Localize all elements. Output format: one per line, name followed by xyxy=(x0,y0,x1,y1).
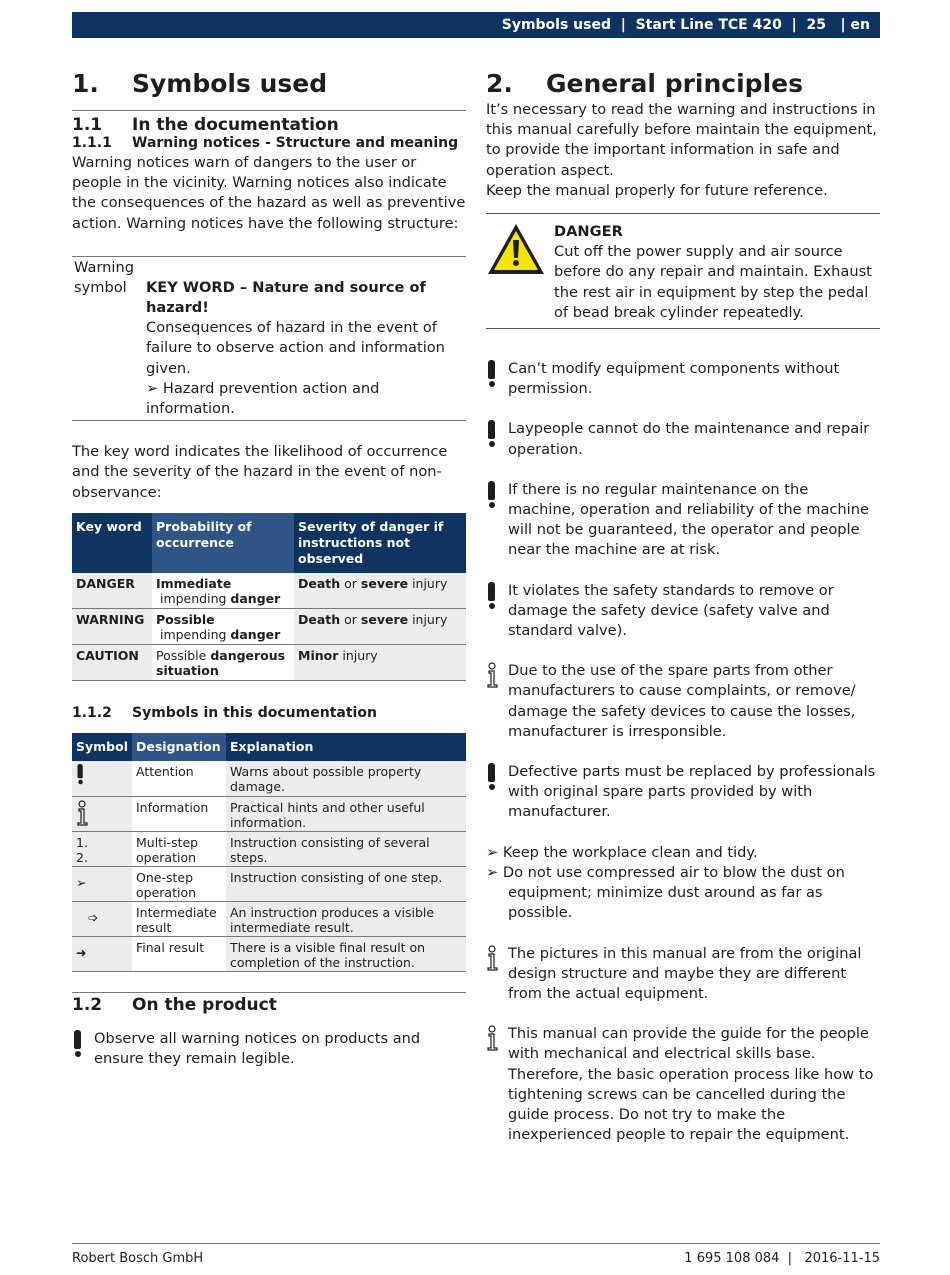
attention-icon xyxy=(486,763,496,791)
kw-header-keyword: Key word xyxy=(72,513,152,573)
note-text: If there is no regular maintenance on the machine, operation and reliability of the machine will not be guaranteed, the operator and people near the machine are at risk. xyxy=(508,480,869,559)
attention-icon xyxy=(72,1030,82,1058)
kw-header-probability: Probability of occurrence xyxy=(152,513,294,573)
info-icon xyxy=(486,945,500,971)
table-row xyxy=(72,796,466,831)
designation-cell: One-step operation xyxy=(132,866,226,901)
subsection-title: Symbols in this documentation xyxy=(132,704,377,721)
subsection-number: 1.2 xyxy=(72,994,103,1015)
table-row xyxy=(72,866,466,901)
note-text: Laypeople cannot do the maintenance and repair operation. xyxy=(508,420,870,458)
designation-cell: Multi-step operation xyxy=(132,831,226,866)
product-note xyxy=(72,1029,466,1069)
attention-icon xyxy=(486,420,496,448)
subsection-title: Warning notices - Structure and meaning xyxy=(132,135,459,151)
right-column xyxy=(486,66,880,1145)
warning-structure-table xyxy=(72,256,466,421)
subsection-title: On the product xyxy=(132,994,277,1015)
keyword-line: KEY WORD – Nature and source of hazard! xyxy=(146,278,426,317)
product-note-text: Observe all warning notices on products and ensure they remain legible. xyxy=(94,1029,421,1068)
step-list xyxy=(486,843,880,924)
attention-icon xyxy=(486,360,496,388)
probability-cell: Immediate impending danger xyxy=(152,573,294,609)
warning-structure-body xyxy=(146,257,466,419)
info-icon xyxy=(76,800,90,826)
table-row xyxy=(72,644,466,680)
subsection-title: In the documentation xyxy=(132,115,339,135)
subsection-number: 1.1 xyxy=(72,115,103,135)
keyword-cell: WARNING xyxy=(72,608,152,644)
keyword-cell: DANGER xyxy=(72,573,152,609)
section-title: General principles xyxy=(546,68,803,98)
explanation-cell: Instruction consisting of one step. xyxy=(226,866,466,901)
table-row xyxy=(72,608,466,644)
footer-docnum: 1 695 108 084 | 2016-11-15 xyxy=(684,1251,880,1266)
severity-cell: Minor injury xyxy=(294,644,466,680)
header-text: Symbols used | Start Line TCE 420 | 25 | en xyxy=(501,17,870,33)
step-item: ➢ Do not use compressed air to blow the dust on equipment; minimize dust around as far as possible. xyxy=(486,863,845,922)
warning-triangle-icon xyxy=(486,222,546,276)
section-number: 1. xyxy=(72,68,99,98)
attention-note xyxy=(486,419,880,459)
note-text: Due to the use of the spare parts from other manufacturers to cause complaints, or remove/ damage the safety devices to cause the losses, manufacturer is irresponsible. xyxy=(508,662,856,740)
subsection-1-1-2-heading xyxy=(72,705,466,721)
note-text: It violates the safety standards to remove or damage the safety device (safety valve and standard valve). xyxy=(508,581,834,640)
info-note xyxy=(486,661,880,742)
multistep-symbol: 1. 2. xyxy=(72,831,132,866)
subsection-number: 1.1.2 xyxy=(72,704,112,721)
intro-paragraph: Warning notices warn of dangers to the user or people in the vicinity. Warning notices also indicate the consequences of the hazard as well as preventive action. Warning notices have the following structure: xyxy=(72,154,466,232)
step-item: ➢ Keep the workplace clean and tidy. xyxy=(486,843,758,861)
info-icon xyxy=(486,1025,500,1051)
left-column xyxy=(72,66,466,1069)
designation-cell: Attention xyxy=(132,761,226,797)
section-2-heading xyxy=(486,66,880,100)
symbol-cell xyxy=(72,761,132,797)
severity-cell: Death or severe injury xyxy=(294,608,466,644)
divider xyxy=(72,110,466,111)
probability-cell: Possible impending danger xyxy=(152,608,294,644)
subsection-1-1-1-heading xyxy=(72,135,466,151)
attention-icon xyxy=(76,764,84,785)
severity-cell: Death or severe injury xyxy=(294,573,466,609)
symbols-table xyxy=(72,733,466,972)
explanation-cell: Instruction consisting of several steps. xyxy=(226,831,466,866)
footer-divider xyxy=(72,1243,880,1244)
explanation-cell: There is a visible final result on completion of the instruction. xyxy=(226,936,466,971)
attention-icon xyxy=(486,481,496,509)
keyword-cell: CAUTION xyxy=(72,644,152,680)
danger-notice xyxy=(486,213,880,329)
principles-paragraph: It’s necessary to read the warning and instructions in this manual carefully before maintain the equipment, to provide the important information in safe and operation aspect. xyxy=(486,101,877,179)
note-text: This manual can provide the guide for the people with mechanical and electrical skills base. Therefore, the basic operation process like how to tightening screws can be cancelled during the guide process. Do not try to make the inexperienced people to repair the equipment. xyxy=(508,1025,874,1144)
section-title: Symbols used xyxy=(132,68,328,98)
intermediate-result-symbol: ➩ xyxy=(72,901,132,936)
explanation-cell: An instruction produces a visible intermediate result. xyxy=(226,901,466,936)
attention-note xyxy=(486,359,880,399)
one-step-symbol: ➢ xyxy=(72,866,132,901)
danger-title: DANGER xyxy=(554,223,623,241)
probability-cell: Possible dangerous situation xyxy=(152,644,294,680)
attention-icon xyxy=(486,582,496,610)
header-bar xyxy=(72,12,880,38)
designation-cell: Intermediate result xyxy=(132,901,226,936)
table-row xyxy=(72,573,466,609)
final-result-symbol: ➜ xyxy=(72,936,132,971)
sym-header-explanation: Explanation xyxy=(226,733,466,761)
warning-symbol-label: Warning symbol xyxy=(74,258,134,297)
subsection-1-1-heading xyxy=(72,115,466,135)
table-row xyxy=(72,761,466,797)
sym-header-symbol: Symbol xyxy=(72,733,132,761)
note-text: Defective parts must be replaced by professionals with original spare parts provided by with manufacturer. xyxy=(508,763,876,821)
sym-header-designation: Designation xyxy=(132,733,226,761)
table-row xyxy=(72,901,466,936)
divider xyxy=(72,992,466,993)
table-row xyxy=(72,831,466,866)
attention-note xyxy=(486,480,880,561)
designation-cell: Information xyxy=(132,796,226,831)
note-text: Can’t modify equipment components without permission. xyxy=(508,360,840,398)
keyword-table xyxy=(72,513,466,681)
designation-cell: Final result xyxy=(132,936,226,971)
section-1-heading xyxy=(72,66,466,100)
explanation-cell: Practical hints and other useful information. xyxy=(226,796,466,831)
keep-manual-paragraph: Keep the manual properly for future reference. xyxy=(486,181,828,199)
attention-note xyxy=(486,762,880,823)
footer-company: Robert Bosch GmbH xyxy=(72,1251,204,1266)
info-note xyxy=(486,1024,880,1145)
info-icon xyxy=(486,662,500,688)
symbol-cell xyxy=(72,796,132,831)
section-number: 2. xyxy=(486,68,513,98)
info-note xyxy=(486,944,880,1005)
subsection-number: 1.1.1 xyxy=(72,135,112,151)
attention-note xyxy=(486,581,880,642)
kw-header-severity: Severity of danger if instructions not observed xyxy=(294,513,466,573)
note-text: The pictures in this manual are from the original design structure and maybe they are different from the actual equipment. xyxy=(508,944,862,1002)
explanation-cell: Warns about possible property damage. xyxy=(226,761,466,797)
action-text: ➢ Hazard prevention action and information. xyxy=(146,379,380,418)
danger-text: Cut off the power supply and air source before do any repair and maintain. Exhaust the rest air in equipment by step the pedal of bead break cylinder repeatedly. xyxy=(554,243,872,321)
subsection-1-2-heading xyxy=(72,995,466,1015)
consequence-text: Consequences of hazard in the event of failure to observe action and information given. xyxy=(146,319,445,377)
table-row xyxy=(72,936,466,971)
keyword-intro: The key word indicates the likelihood of occurrence and the severity of the hazard in the event of non-observance: xyxy=(72,443,448,501)
